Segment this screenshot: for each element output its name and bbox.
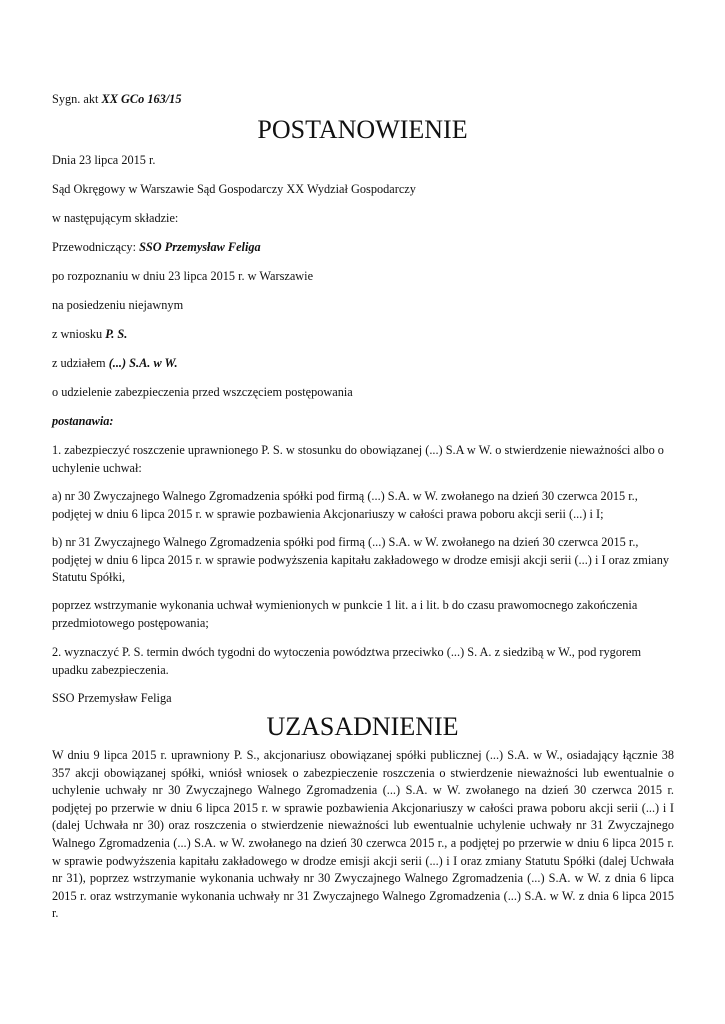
presiding-judge [52, 239, 261, 257]
hearing-info: po rozpoznaniu w dniu 23 lipca 2015 r. w Warszawie [52, 269, 314, 283]
applicant-label: z wniosku [52, 327, 106, 341]
suspension-clause: poprzez wstrzymanie wykonania uchwał wymienionych w punkcie 1 lit. a i lit. b do czasu prawomocnego zakończenia przedmiotowego postępowania; [52, 598, 638, 630]
case-reference-number: XX GCo 163/15 [101, 92, 182, 106]
applicant [52, 326, 127, 344]
case-reference-label: Sygn. akt [52, 92, 102, 106]
presiding-name: SSO Przemysław Feliga [139, 240, 261, 254]
justification-title: UZASADNIENIE [266, 712, 459, 741]
point-b: b) nr 31 Zwyczajnego Walnego Zgromadzenia spółki pod firmą (...) S.A. w W. zwołanego na dzień 30 czerwca 2015 r., podjętej w dniu 6 lipca 2015 r. w sprawie podwyższenia kapitału zakładowego w drodze emisji akcji serii (...) i I oraz zmiany Statutu Spółki, [52, 535, 670, 584]
presiding-label: Przewodniczący: [52, 240, 140, 254]
point-2: 2. wyznaczyć P. S. termin dwóch tygodni do wytoczenia powództwa przeciwko (...) S. A. z siedzibą w W., pod rygorem upadku zabezpieczenia. [52, 645, 642, 677]
court-name: Sąd Okręgowy w Warszawie Sąd Gospodarczy XX Wydział Gospodarczy [52, 182, 416, 196]
decision-date: Dnia 23 lipca 2015 r. [52, 153, 156, 167]
session-type: na posiedzeniu niejawnym [52, 298, 184, 312]
participant [52, 355, 178, 373]
case-reference [52, 91, 181, 109]
justification-paragraph: W dniu 9 lipca 2015 r. uprawniony P. S., akcjonariusz obowiązanej spółki publicznej (...) S.A. w W., osiadający łącznie 38 357 akcji obowiązanej spółki, wniósł wniosek o zabezpieczenie roszczenia o stwierdzenie nieważności lub ewentualnie o uchylenie uchwały nr 30 Zwyczajnego Walnego Zgromadzenia (...) S.A. w W. zwołanego na dzień 30 czerwca 2015 r. podjętej po przerwie w dniu 6 lipca 2015 r. w sprawie pozbawienia Akcjonariuszy w całości prawa poboru akcji serii (...) i I (dalej Uchwała nr 30) oraz roszczenia o stwierdzenie nieważności lub ewentualnie uchylenie uchwały nr 31 Zwyczajnego Walnego Zgromadzenia (...) S.A. w W. zwołanego na dzień 30 czerwca 2015 r., a podjętej po przerwie w dniu 6 lipca 2015 r. w sprawie podwyższenia kapitału zakładowego w drodze emisji akcji serii (...) i I oraz zmiany Statutu Spółki (dalej Uchwała nr 31), poprzez wstrzymanie wykonania uchwały nr 30 Zwyczajnego Walnego Zgromadzenia (...) S.A. w W. z dnia 6 lipca 2015 r. oraz wstrzymanie wykonania uchwały nr 31 Zwyczajnego Walnego Zgromadzenia (...) S.A. w W. z dnia 6 lipca 2015 r. [52, 748, 674, 921]
participant-label: z udziałem [52, 356, 109, 370]
applicant-name: P. S. [105, 327, 128, 341]
composition-label: w następującym składzie: [52, 211, 179, 225]
participant-name: (...) S.A. w W. [108, 356, 178, 370]
document-title: POSTANOWIENIE [257, 115, 468, 144]
point-1: 1. zabezpieczyć roszczenie uprawnionego P. S. w stosunku do obowiązanej (...) S.A w W. o stwierdzenie nieważności albo o uchylenie uchwał: [52, 443, 664, 475]
decision-heading: postanawia: [52, 414, 114, 428]
case-subject: o udzielenie zabezpieczenia przed wszczęciem postępowania [52, 385, 353, 399]
point-a: a) nr 30 Zwyczajnego Walnego Zgromadzenia spółki pod firmą (...) S.A. w W. zwołanego na dzień 30 czerwca 2015 r., podjętej w dniu 6 lipca 2015 r. w sprawie pozbawienia Akcjonariuszy w całości prawa poboru akcji serii (...) i I; [52, 489, 638, 521]
judge-signature: SSO Przemysław Feliga [52, 691, 172, 705]
